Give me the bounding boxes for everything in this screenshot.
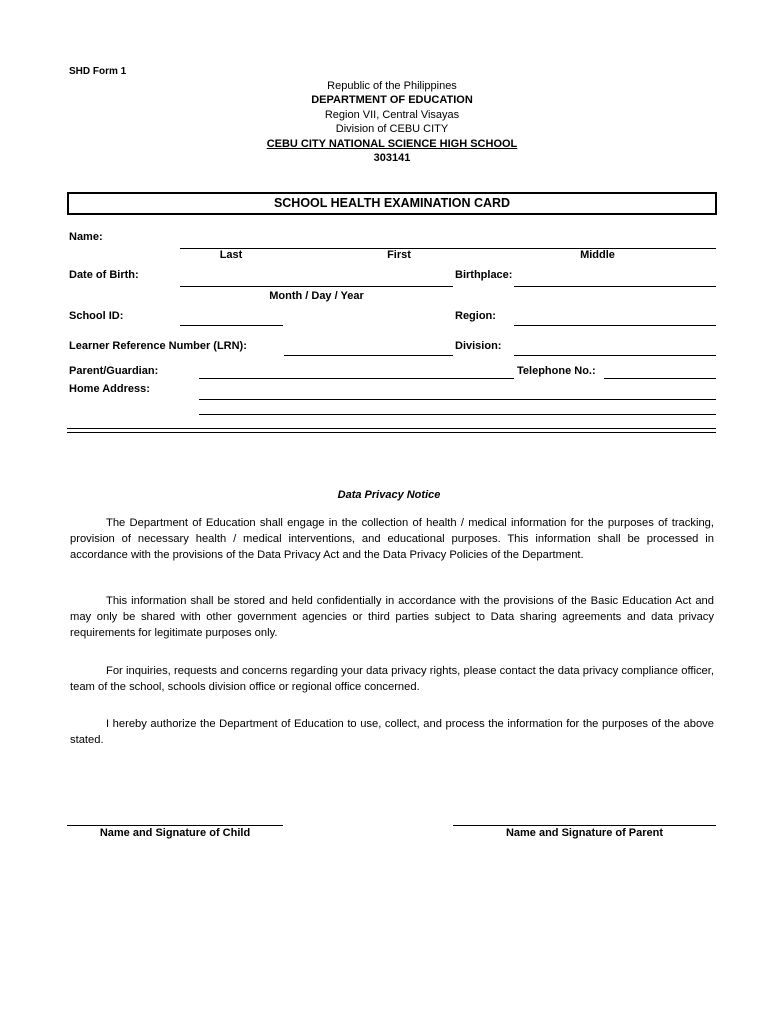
dob-line[interactable] — [180, 286, 453, 287]
last-sublabel: Last — [219, 249, 243, 261]
dob-format-sublabel: Month / Day / Year — [269, 290, 364, 302]
school-id-line[interactable] — [180, 325, 283, 326]
form-title: SCHOOL HEALTH EXAMINATION CARD — [67, 192, 717, 215]
child-signature-label: Name and Signature of Child — [99, 827, 251, 839]
notice-paragraph-2: This information shall be stored and held confidentially in accordance with the provisions of the Basic Education Act and may only be shared with other government agencies or third parties subject to Data sharing agreements and data privacy requirements for legitimate purposes only. — [70, 595, 714, 639]
division-line[interactable] — [514, 355, 716, 356]
address-line-2[interactable] — [199, 414, 716, 415]
department-line: DEPARTMENT OF EDUCATION — [311, 94, 473, 107]
division-label: Division: — [455, 340, 502, 352]
address-line-1[interactable] — [199, 399, 716, 400]
region-line: Region VII, Central Visayas — [324, 108, 460, 121]
letterhead — [0, 79, 768, 165]
separator-top — [67, 428, 716, 429]
division-line: Division of CEBU CITY — [335, 123, 449, 136]
dob-label: Date of Birth: — [69, 269, 139, 281]
lrn-label: Learner Reference Number (LRN): — [69, 340, 247, 352]
lrn-line[interactable] — [284, 355, 453, 356]
birthplace-label: Birthplace: — [455, 269, 513, 281]
separator-bottom — [67, 432, 716, 433]
parent-label: Parent/Guardian: — [69, 365, 159, 377]
republic-line: Republic of the Philippines — [327, 80, 457, 92]
notice-paragraph-4: I hereby authorize the Department of Education to use, collect, and process the information for the purposes of the above stated. — [70, 718, 714, 746]
parent-line[interactable] — [199, 378, 514, 379]
notice-paragraph-3: For inquiries, requests and concerns regarding your data privacy rights, please contact the data privacy compliance officer, team of the school, schools division office or regional office concerned. — [70, 665, 714, 693]
school-code: 303141 — [373, 152, 411, 165]
parent-signature-line[interactable] — [453, 825, 716, 826]
address-label: Home Address: — [69, 383, 150, 395]
region-line[interactable] — [514, 325, 716, 326]
telephone-line[interactable] — [604, 378, 716, 379]
school-name: CEBU CITY NATIONAL SCIENCE HIGH SCHOOL — [266, 137, 518, 150]
middle-sublabel: Middle — [580, 249, 615, 261]
telephone-label: Telephone No.: — [517, 365, 596, 377]
name-label: Name: — [69, 231, 103, 243]
parent-signature-label: Name and Signature of Parent — [505, 827, 664, 839]
school-id-label: School ID: — [69, 310, 124, 322]
region-label: Region: — [455, 310, 496, 322]
child-signature-line[interactable] — [67, 825, 283, 826]
birthplace-line[interactable] — [514, 286, 716, 287]
form-code: SHD Form 1 — [69, 66, 127, 77]
notice-paragraph-1: The Department of Education shall engage in the collection of health / medical information for the purposes of tracking, provision of necessary health / medical interventions, and educational purposes. This information shall be processed in accordance with the provisions of the Data Privacy Act and the Data Privacy Policies of the Department. — [70, 517, 714, 561]
first-sublabel: First — [387, 249, 411, 261]
notice-title: Data Privacy Notice — [337, 489, 441, 501]
